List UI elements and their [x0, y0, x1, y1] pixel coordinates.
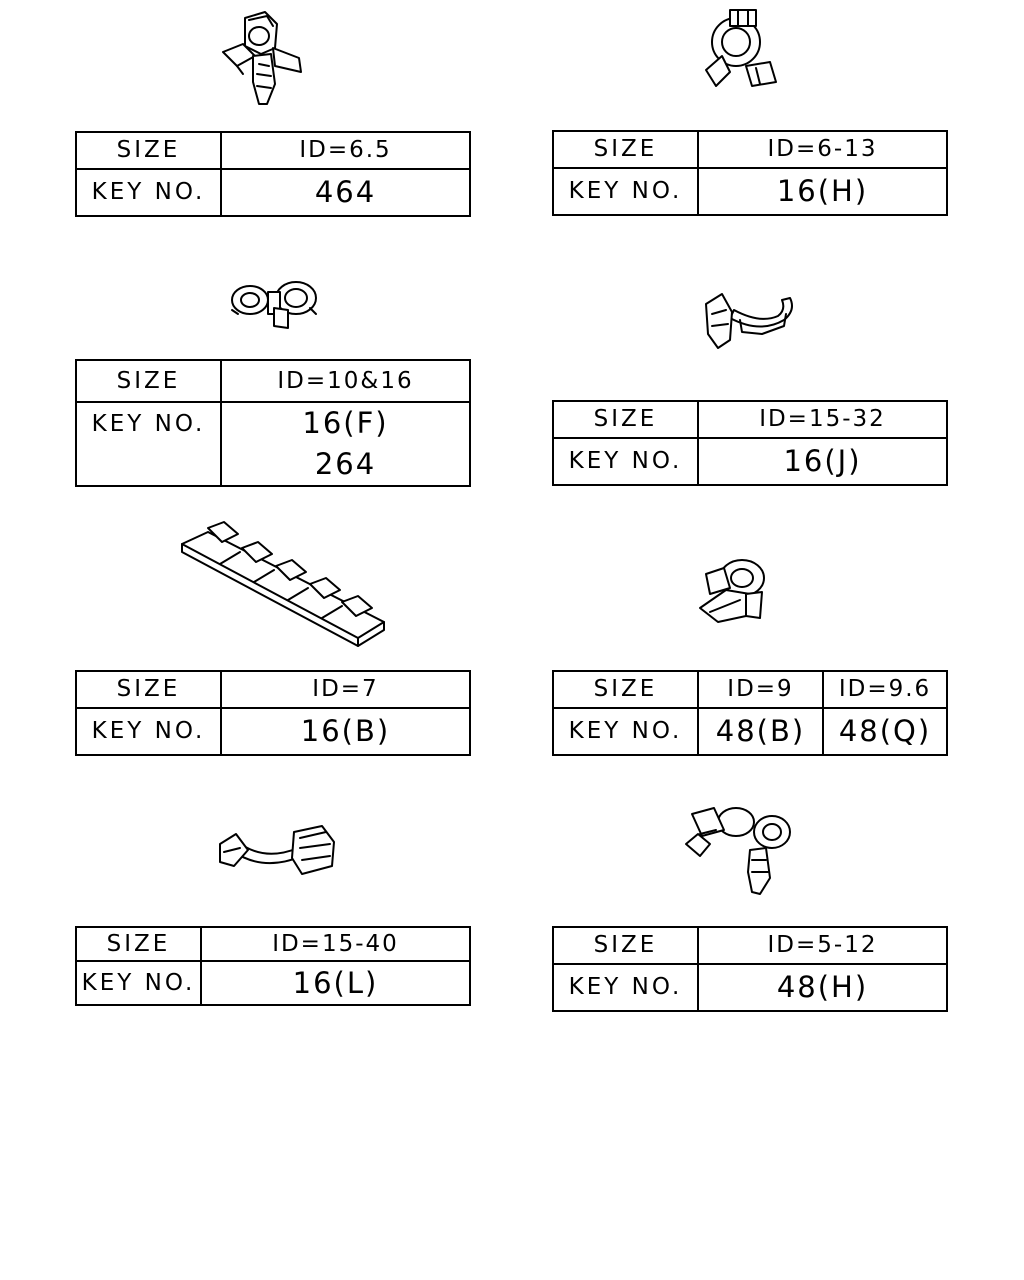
key-no-label: KEY NO.	[553, 438, 698, 485]
size-label: SIZE	[76, 132, 221, 169]
key-no-label: KEY NO.	[76, 169, 221, 216]
size-value: ID=6.5	[221, 132, 470, 169]
spec-table-16h	[552, 130, 948, 216]
key-no-values	[221, 402, 470, 486]
spec-table-16l	[75, 926, 471, 1006]
clip-16f-icon	[228, 278, 320, 332]
key-no-value: 16(L)	[201, 961, 470, 1005]
key-no-value: 16(H)	[698, 168, 947, 215]
key-no-label: KEY NO.	[553, 168, 698, 215]
spec-table-48b-48q	[552, 670, 948, 756]
size-value: ID=9	[698, 671, 823, 708]
key-no-label: KEY NO.	[76, 402, 221, 486]
clip-48b-icon	[696, 556, 772, 628]
size-label: SIZE	[553, 671, 698, 708]
spec-table-16j	[552, 400, 948, 486]
key-no-label: KEY NO.	[553, 964, 698, 1011]
key-no-value: 264	[314, 447, 377, 481]
size-label: SIZE	[76, 360, 221, 402]
size-value: ID=9.6	[823, 671, 947, 708]
key-no-label: KEY NO.	[553, 708, 698, 755]
spec-table-16f	[75, 359, 471, 487]
key-no-value: 16(F)	[302, 406, 389, 440]
key-no-value: 464	[221, 169, 470, 216]
size-value: ID=10&16	[221, 360, 470, 402]
clip-16h-icon	[700, 6, 780, 92]
key-no-value: 48(Q)	[823, 708, 947, 755]
clip-strip-16b-icon	[178, 518, 388, 648]
size-label: SIZE	[76, 927, 201, 961]
key-no-label: KEY NO.	[76, 961, 201, 1005]
size-label: SIZE	[553, 927, 698, 964]
size-value: ID=6-13	[698, 131, 947, 168]
key-no-value: 16(J)	[698, 438, 947, 485]
size-label: SIZE	[553, 131, 698, 168]
size-label: SIZE	[553, 401, 698, 438]
key-no-value: 16(B)	[221, 708, 470, 755]
size-value: ID=5-12	[698, 927, 947, 964]
clip-16l-icon	[214, 822, 338, 880]
key-no-value: 48(H)	[698, 964, 947, 1011]
size-value: ID=15-40	[201, 927, 470, 961]
clip-464-icon	[215, 8, 315, 108]
spec-table-48h	[552, 926, 948, 1012]
size-label: SIZE	[76, 671, 221, 708]
key-no-value: 48(B)	[698, 708, 823, 755]
clip-48h-icon	[680, 800, 798, 896]
clip-16j-icon	[700, 290, 804, 352]
key-no-label: KEY NO.	[76, 708, 221, 755]
spec-table-16b	[75, 670, 471, 756]
size-value: ID=7	[221, 671, 470, 708]
size-value: ID=15-32	[698, 401, 947, 438]
spec-table-464	[75, 131, 471, 217]
